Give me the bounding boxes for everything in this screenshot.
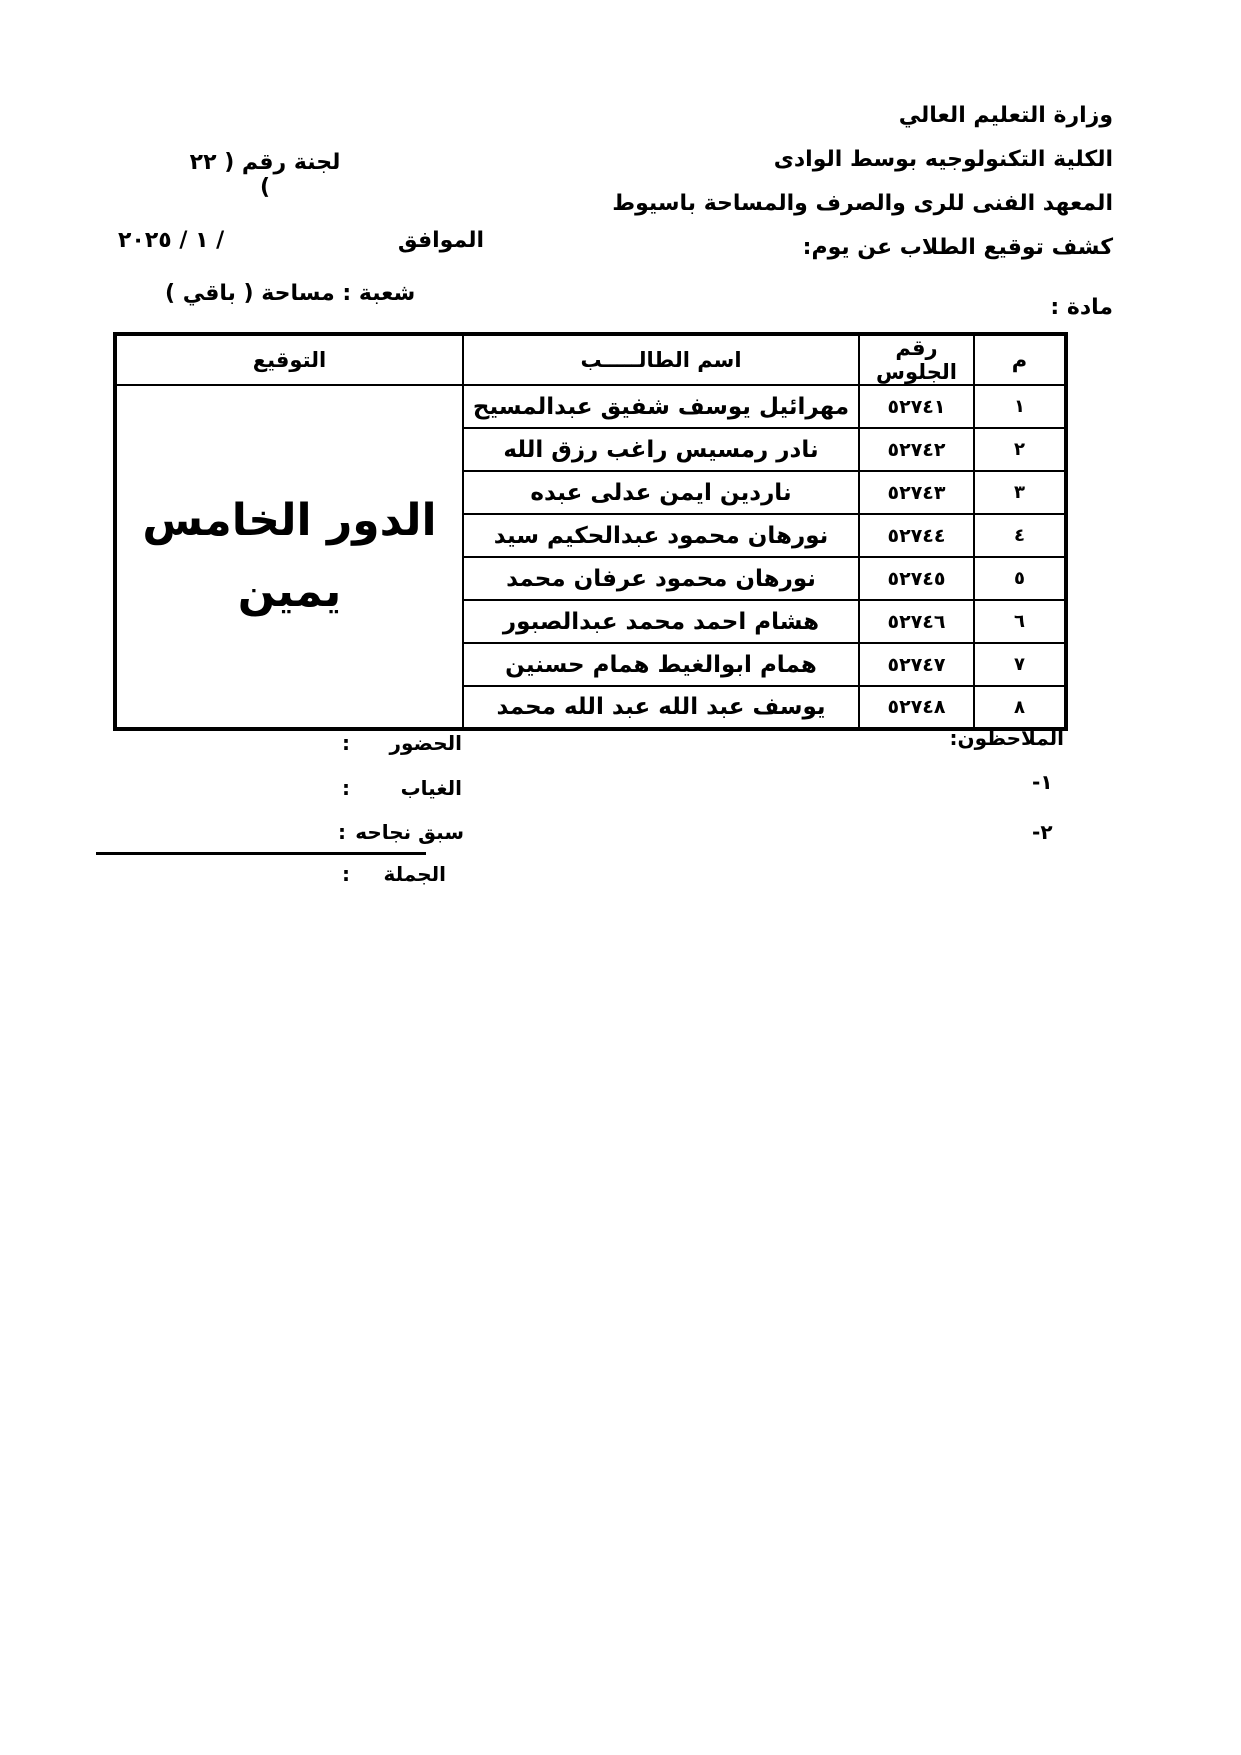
cell-name: نادر رمسيس راغب رزق الله [463,428,859,471]
cell-index: ٣ [974,471,1066,514]
observer-line-1: ١- [1032,770,1053,794]
attendance-label: الحضور [389,731,462,755]
cell-seat: ٥٢٧٤٣ [859,471,974,514]
cell-index: ٨ [974,686,1066,729]
absence-label: الغياب [400,776,462,800]
cell-seat: ٥٢٧٤٦ [859,600,974,643]
cell-index: ١ [974,385,1066,428]
total-divider-line [96,852,426,855]
col-header-index: م [974,334,1066,385]
institution-header [612,94,1113,330]
total-label: الجملة [383,862,446,886]
observers-label: الملاحظون [957,726,1064,750]
date-label: الموافق [397,228,484,253]
attendance-label-row [342,731,462,755]
table-header-row [115,334,1066,385]
cell-seat: ٥٢٧٤٤ [859,514,974,557]
observer-line-2: ٢- [1032,820,1053,844]
total-label-row [342,862,446,886]
col-header-seat: رقم الجلوس [859,334,974,385]
cell-index: ٢ [974,428,1066,471]
previously-passed-label-row [338,820,464,844]
cell-name: يوسف عبد الله عبد الله محمد [463,686,859,729]
date-value: / ١ / ٢٠٢٥ [118,228,225,253]
cell-seat: ٥٢٧٤٧ [859,643,974,686]
table-row [115,385,1066,428]
sheet-title: كشف توقيع الطلاب عن يوم: [802,235,1113,260]
observers-label-row [949,726,1064,750]
cell-name: هشام احمد محمد عبدالصبور [463,600,859,643]
col-header-signature: التوقيع [115,334,463,385]
cell-seat: ٥٢٧٤٢ [859,428,974,471]
date-row [118,228,484,253]
cell-seat: ٥٢٧٤١ [859,385,974,428]
col-header-name: اسم الطالـــــب [463,334,859,385]
cell-seat: ٥٢٧٤٨ [859,686,974,729]
absence-label-row [342,776,462,800]
cell-name: همام ابوالغيط همام حسنين [463,643,859,686]
institute-line: المعهد الفنى للرى والصرف والمساحة باسيوط [612,191,1113,216]
attendance-colon: : [342,731,350,755]
cell-name: مهرائيل يوسف شفيق عبدالمسيح [463,385,859,428]
ministry-line: وزارة التعليم العالي [898,103,1113,128]
cell-index: ٤ [974,514,1066,557]
cell-index: ٦ [974,600,1066,643]
signature-merged-cell [115,385,463,729]
cell-name: نورهان محمود عبدالحكيم سيد [463,514,859,557]
signature-note-line2: يمين [237,565,342,617]
previously-passed-colon: : [338,820,346,844]
division-line: شعبة : مساحة ( باقي ) [165,281,416,306]
signature-note-line1: الدور الخامس [142,495,437,547]
students-table [113,332,1068,731]
previously-passed-label: سبق نجاحه [355,820,464,844]
college-line: الكلية التكنولوجيه بوسط الوادى [773,147,1113,172]
cell-name: ناردين ايمن عدلى عبده [463,471,859,514]
observers-colon: : [949,726,958,750]
committee-number: لجنة رقم ( ٢٢ ) [189,150,341,200]
cell-index: ٧ [974,643,1066,686]
subject-label: مادة : [1050,295,1113,320]
cell-index: ٥ [974,557,1066,600]
total-colon: : [342,862,350,886]
cell-name: نورهان محمود عرفان محمد [463,557,859,600]
absence-colon: : [342,776,350,800]
cell-seat: ٥٢٧٤٥ [859,557,974,600]
